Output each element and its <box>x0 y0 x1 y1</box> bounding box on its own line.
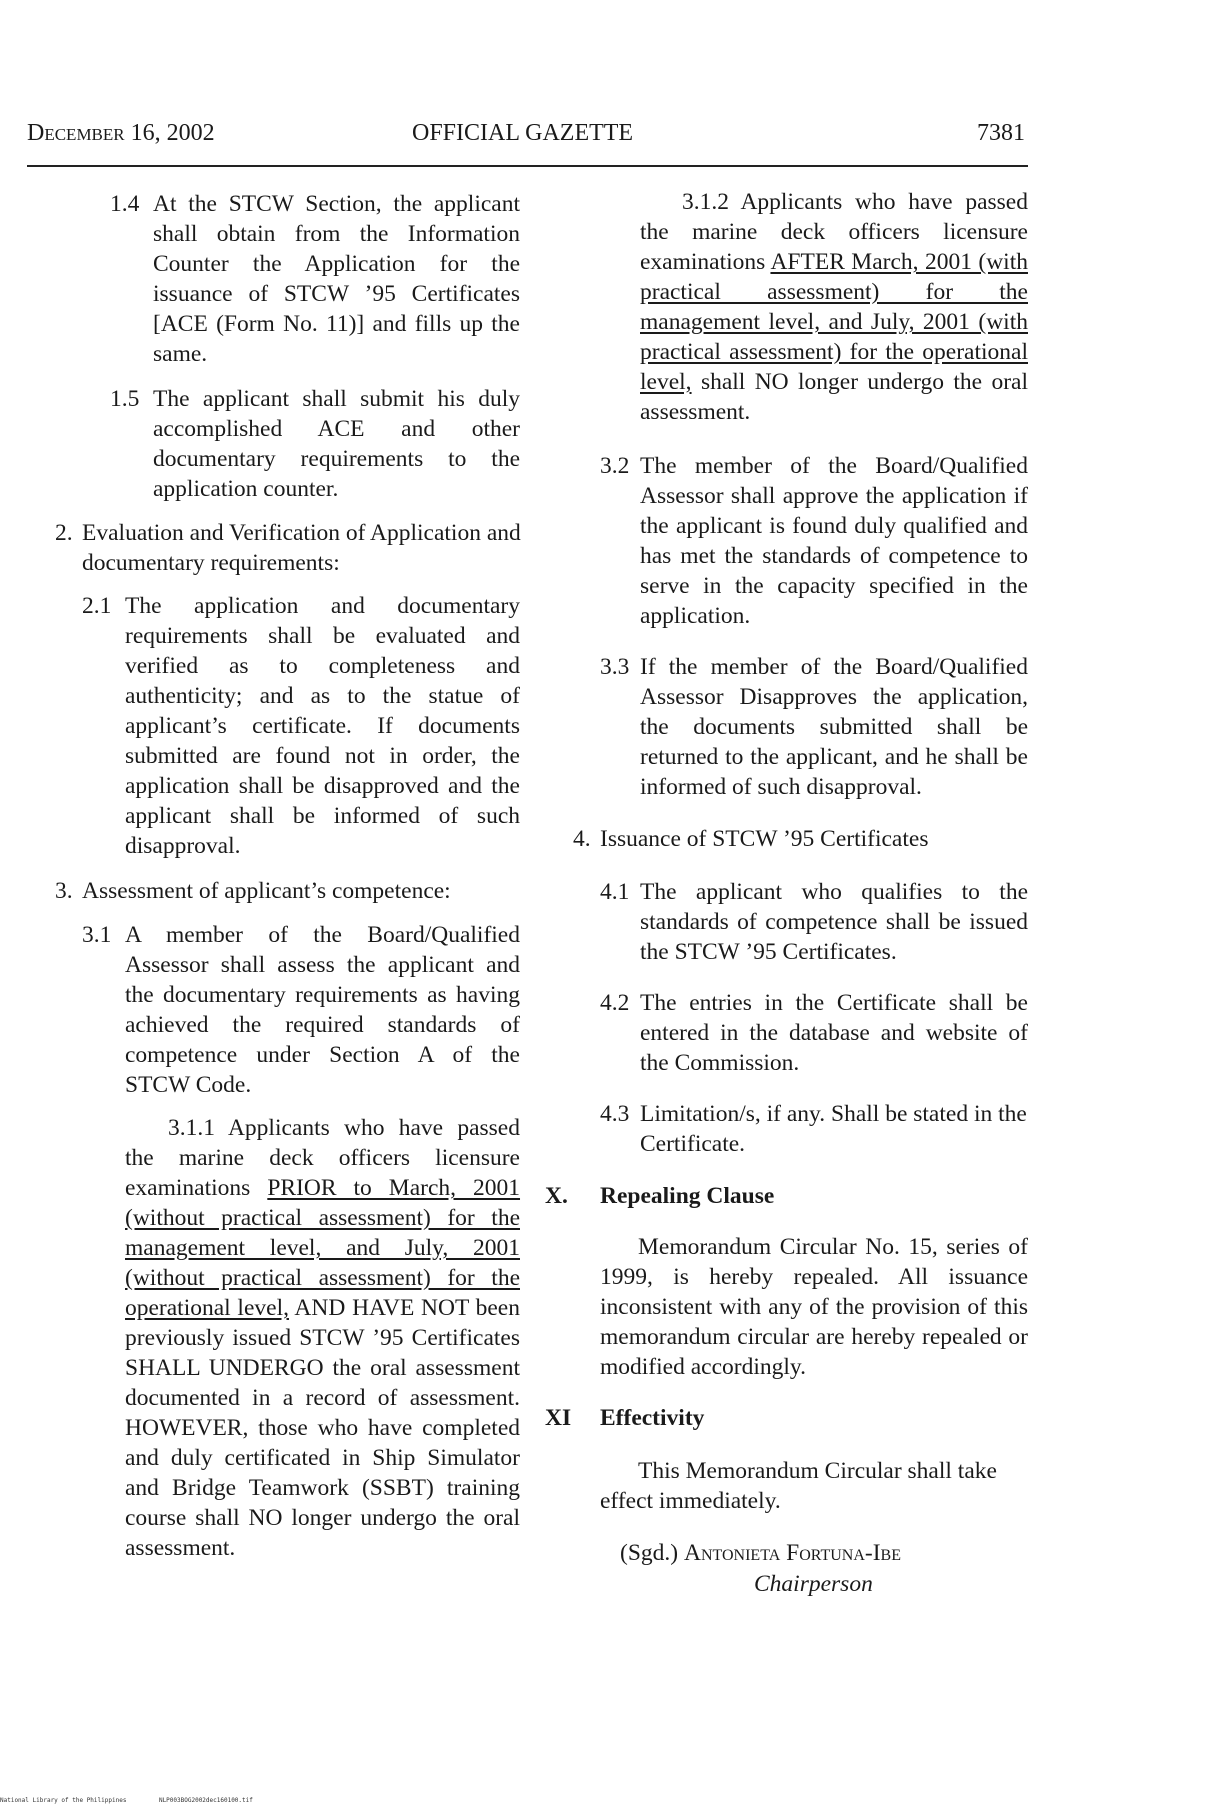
footer-library: National Library of the Philippines <box>0 1797 127 1804</box>
item-3-1-1-number: 3.1.1 <box>168 1115 215 1141</box>
item-3-2-text: The member of the Board/Qualified Assessor shall approve the application if the applicant is found duly qualified and has met the standards of competence to serve in the capacity specified in the application. <box>640 453 1028 629</box>
section-11-number: XI <box>545 1405 572 1431</box>
section-11-text: This Memorandum Circular shall take effect immediately. <box>600 1458 997 1514</box>
section-11-title: Effectivity <box>600 1405 705 1431</box>
scan-footer <box>0 1797 253 1805</box>
item-4-1-number: 4.1 <box>600 879 630 905</box>
item-3-1-2-post: shall NO longer undergo the oral assessment. <box>640 369 1029 425</box>
signature-name: Antonieta Fortuna-Ibe <box>683 1540 901 1566</box>
item-3-1-1-post: AND HAVE NOT been previously issued STCW ’95 Certificates SHALL UNDERGO the oral assessment documented in a record of assessment. HOWEVER, those who have completed and duly certificated in Ship Simulator and Bridge Teamwork (SSBT) training course shall NO longer undergo the oral assessment. <box>125 1295 520 1561</box>
item-3-2-number: 3.2 <box>600 453 630 479</box>
item-1-5-number: 1.5 <box>110 386 140 412</box>
item-1-4-number: 1.4 <box>110 191 140 217</box>
item-4-1-text: The applicant who qualifies to the standards of competence shall be issued the STCW ’95 Certificates. <box>640 879 1028 965</box>
section-10-number: X. <box>545 1183 568 1209</box>
signature-title: Chairperson <box>754 1571 873 1597</box>
item-3-1-2-underlined: AFTER March, 2001 (with practical assessment) for the management level, and July, 2001 (with practical assessment) for the operational level, <box>640 249 1028 395</box>
header-publication: OFFICIAL GAZETTE <box>412 120 634 146</box>
item-3-1-2-text <box>640 187 1028 427</box>
header-page-number: 7381 <box>977 120 1025 146</box>
footer-file: NLP003BOG2002dec160100.tif <box>158 1797 253 1804</box>
item-1-4-text: At the STCW Section, the applicant shall obtain from the Information Counter the Application for the issuance of STCW ’95 Certificates [ACE (Form No. 11)] and fills up the same. <box>153 191 520 367</box>
item-3-text: Assessment of applicant’s competence: <box>82 878 451 904</box>
item-3-number: 3. <box>55 878 73 904</box>
section-10-title: Repealing Clause <box>600 1183 775 1209</box>
item-3-1-1-underlined: PRIOR to March, 2001 (without practical assessment) for the management level, and July, 2001 (without practical assessment) for the operational level, <box>125 1175 521 1321</box>
item-3-1-2-pre: Applicants who have passed the marine deck officers licensure examinations <box>640 189 1028 275</box>
item-4-3-number: 4.3 <box>600 1101 630 1127</box>
signature-line <box>620 1538 901 1568</box>
item-3-1-text: A member of the Board/Qualified Assessor shall assess the applicant and the documentary requirements as having achieved the required standards of competence under Section A of the STCW Code. <box>125 922 520 1098</box>
item-3-3-text: If the member of the Board/Qualified Assessor Disapproves the application, the documents submitted shall be returned to the applicant, and he shall be informed of such disapproval. <box>640 654 1028 800</box>
item-2-1-text: The application and documentary requirements shall be evaluated and verified as to completeness and authenticity; and as to the statue of applicant’s certificate. If documents submitted are found not in order, the application shall be disapproved and the applicant shall be informed of such disapproval. <box>125 593 520 859</box>
item-3-1-2-number: 3.1.2 <box>682 189 729 215</box>
item-2-1-number: 2.1 <box>82 593 112 619</box>
header-rule <box>27 165 1028 167</box>
item-3-3-number: 3.3 <box>600 654 630 680</box>
section-10-text: Memorandum Circular No. 15, series of 1999, is hereby repealed. All issuance inconsistent with any of the provision of this memorandum circular are hereby repealed or modified accordingly. <box>600 1234 1028 1380</box>
item-4-3-text: Limitation/s, if any. Shall be stated in the Certificate. <box>640 1101 1027 1157</box>
item-4-text: Issuance of STCW ’95 Certificates <box>600 826 929 852</box>
header-date: December 16, 2002 <box>27 120 215 146</box>
item-2-number: 2. <box>55 520 73 546</box>
signature-prefix: (Sgd.) <box>620 1540 679 1566</box>
item-4-number: 4. <box>573 826 591 852</box>
item-3-1-number: 3.1 <box>82 922 112 948</box>
item-1-5-text: The applicant shall submit his duly accomplished ACE and other documentary requirements to the application counter. <box>153 386 520 502</box>
item-4-2-text: The entries in the Certificate shall be entered in the database and website of the Commission. <box>640 990 1028 1076</box>
item-3-1-1-text <box>125 1113 520 1563</box>
item-4-2-number: 4.2 <box>600 990 630 1016</box>
item-2-text: Evaluation and Verification of Application and documentary requirements: <box>82 520 521 576</box>
item-3-1-1-pre: Applicants who have passed the marine deck officers licensure examinations <box>125 1115 520 1201</box>
